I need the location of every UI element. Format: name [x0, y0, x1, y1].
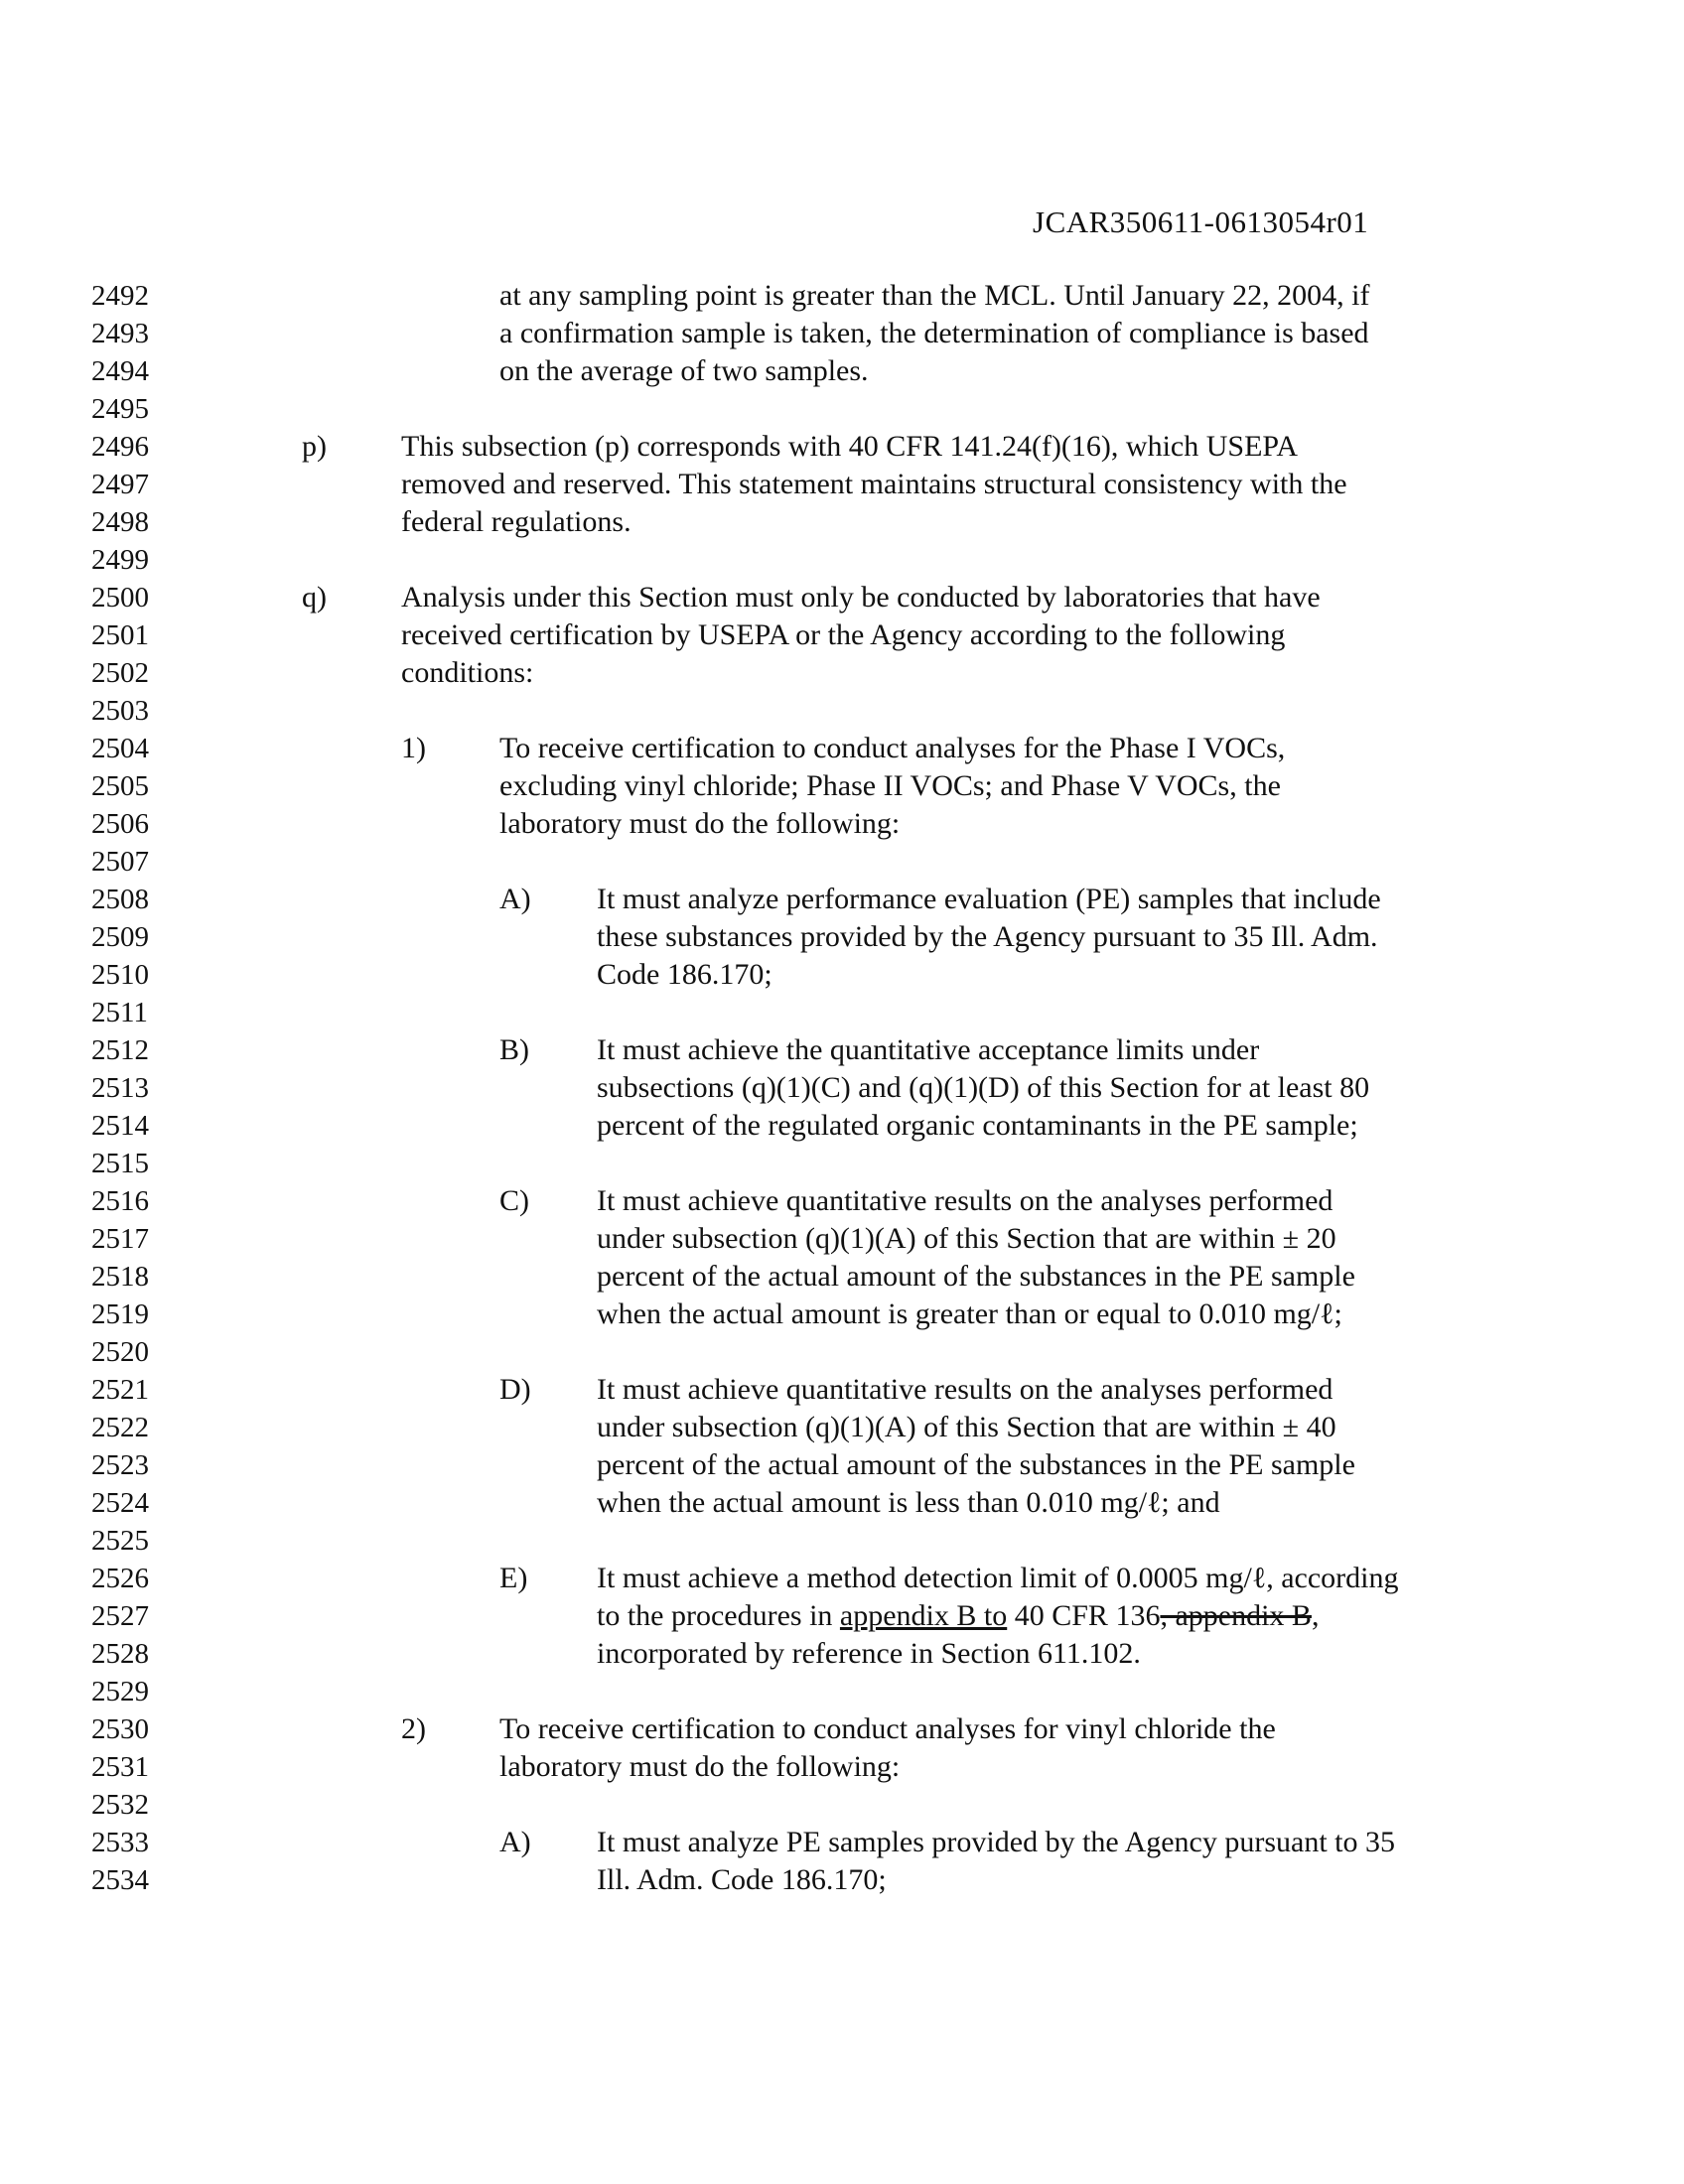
line-number: 2499: [91, 544, 149, 576]
line-number: 2493: [91, 318, 149, 349]
line-number: 2521: [91, 1374, 149, 1406]
line-number: 2492: [91, 280, 149, 312]
subparagraph-label-C: C): [499, 1184, 529, 1217]
deleted-text: , appendix B: [1160, 1599, 1312, 1632]
text-line: Analysis under this Section must only be conducted by laboratories that have: [401, 581, 1321, 614]
text-line: on the average of two samples.: [499, 354, 869, 387]
text-line: It must analyze performance evaluation (PE) samples that include: [597, 883, 1381, 915]
line-number: 2530: [91, 1713, 149, 1745]
text-run: to the procedures in: [597, 1599, 840, 1632]
line-number: 2494: [91, 355, 149, 387]
line-number: 2503: [91, 695, 149, 727]
text-line: when the actual amount is less than 0.010 mg/ℓ; and: [597, 1486, 1220, 1519]
line-number: 2524: [91, 1487, 149, 1519]
line-number: 2511: [91, 997, 148, 1028]
text-line: percent of the actual amount of the substances in the PE sample: [597, 1448, 1355, 1481]
subsection-label-q: q): [302, 581, 327, 614]
text-line: It must achieve quantitative results on the analyses performed: [597, 1373, 1333, 1406]
subsection-label-p: p): [302, 430, 327, 463]
text-line: percent of the regulated organic contaminants in the PE sample;: [597, 1109, 1358, 1142]
line-number: 2497: [91, 469, 149, 500]
line-number: 2532: [91, 1789, 149, 1821]
text-line: conditions:: [401, 656, 534, 689]
text-line: This subsection (p) corresponds with 40 CFR 141.24(f)(16), which USEPA: [401, 430, 1299, 463]
subparagraph-label-D: D): [499, 1373, 531, 1406]
line-number: 2498: [91, 506, 149, 538]
text-run: ,: [1311, 1599, 1320, 1632]
line-number: 2512: [91, 1034, 149, 1066]
text-line: incorporated by reference in Section 611.102.: [597, 1637, 1141, 1670]
text-line: under subsection (q)(1)(A) of this Section that are within ± 40: [597, 1411, 1336, 1443]
line-number: 2507: [91, 846, 149, 878]
line-number: 2496: [91, 431, 149, 463]
line-number: 2525: [91, 1525, 149, 1557]
text-line: It must achieve quantitative results on the analyses performed: [597, 1184, 1333, 1217]
line-number: 2510: [91, 959, 149, 991]
line-number: 2519: [91, 1298, 149, 1330]
text-run: 40 CFR 136: [1007, 1599, 1161, 1632]
text-line-with-amendments: [597, 1597, 1319, 1635]
text-line: under subsection (q)(1)(A) of this Section that are within ± 20: [597, 1222, 1336, 1255]
text-line: Code 186.170;: [597, 958, 772, 991]
subparagraph-label-A: A): [499, 1826, 531, 1858]
text-line: It must achieve a method detection limit of 0.0005 mg/ℓ, according: [597, 1562, 1399, 1594]
line-number: 2502: [91, 657, 149, 689]
text-line: removed and reserved. This statement maintains structural consistency with the: [401, 468, 1347, 500]
line-number: 2520: [91, 1336, 149, 1368]
text-line: federal regulations.: [401, 505, 632, 538]
line-number: 2500: [91, 582, 149, 614]
text-line: excluding vinyl chloride; Phase II VOCs; and Phase V VOCs, the: [499, 769, 1281, 802]
text-line: percent of the actual amount of the substances in the PE sample: [597, 1260, 1355, 1293]
line-number: 2527: [91, 1600, 149, 1632]
line-number: 2528: [91, 1638, 149, 1670]
text-line: To receive certification to conduct analyses for the Phase I VOCs,: [499, 732, 1286, 764]
line-number: 2505: [91, 770, 149, 802]
text-line: Ill. Adm. Code 186.170;: [597, 1863, 887, 1896]
text-line: received certification by USEPA or the Agency according to the following: [401, 618, 1286, 651]
line-number: 2501: [91, 619, 149, 651]
text-line: laboratory must do the following:: [499, 807, 901, 840]
line-number: 2516: [91, 1185, 149, 1217]
text-line: It must analyze PE samples provided by the Agency pursuant to 35: [597, 1826, 1396, 1858]
paragraph-label-1: 1): [401, 732, 426, 764]
paragraph-label-2: 2): [401, 1712, 426, 1745]
line-number: 2529: [91, 1676, 149, 1707]
text-line: subsections (q)(1)(C) and (q)(1)(D) of this Section for at least 80: [597, 1071, 1370, 1104]
line-number: 2533: [91, 1827, 149, 1858]
line-number: 2506: [91, 808, 149, 840]
line-number: 2509: [91, 921, 149, 953]
line-number: 2513: [91, 1072, 149, 1104]
text-line: To receive certification to conduct analyses for vinyl chloride the: [499, 1712, 1276, 1745]
text-line: at any sampling point is greater than the MCL. Until January 22, 2004, if: [499, 279, 1370, 312]
subparagraph-label-E: E): [499, 1562, 528, 1594]
line-number: 2526: [91, 1563, 149, 1594]
document-id-header: JCAR350611-0613054r01: [1033, 205, 1369, 239]
line-number: 2504: [91, 733, 149, 764]
text-line: when the actual amount is greater than or equal to 0.010 mg/ℓ;: [597, 1297, 1342, 1330]
text-line: laboratory must do the following:: [499, 1750, 901, 1783]
inserted-text: appendix B to: [839, 1599, 1008, 1632]
text-line: a confirmation sample is taken, the determination of compliance is based: [499, 317, 1369, 349]
line-number: 2531: [91, 1751, 149, 1783]
line-number: 2515: [91, 1148, 149, 1179]
line-number: 2517: [91, 1223, 149, 1255]
line-number: 2534: [91, 1864, 149, 1896]
subparagraph-label-B: B): [499, 1033, 529, 1066]
line-number: 2514: [91, 1110, 149, 1142]
subparagraph-label-A: A): [499, 883, 531, 915]
line-number: 2518: [91, 1261, 149, 1293]
text-line: these substances provided by the Agency pursuant to 35 Ill. Adm.: [597, 920, 1378, 953]
line-number: 2508: [91, 884, 149, 915]
text-line: It must achieve the quantitative acceptance limits under: [597, 1033, 1260, 1066]
line-number: 2523: [91, 1449, 149, 1481]
line-number: 2495: [91, 393, 149, 425]
line-number: 2522: [91, 1412, 149, 1443]
